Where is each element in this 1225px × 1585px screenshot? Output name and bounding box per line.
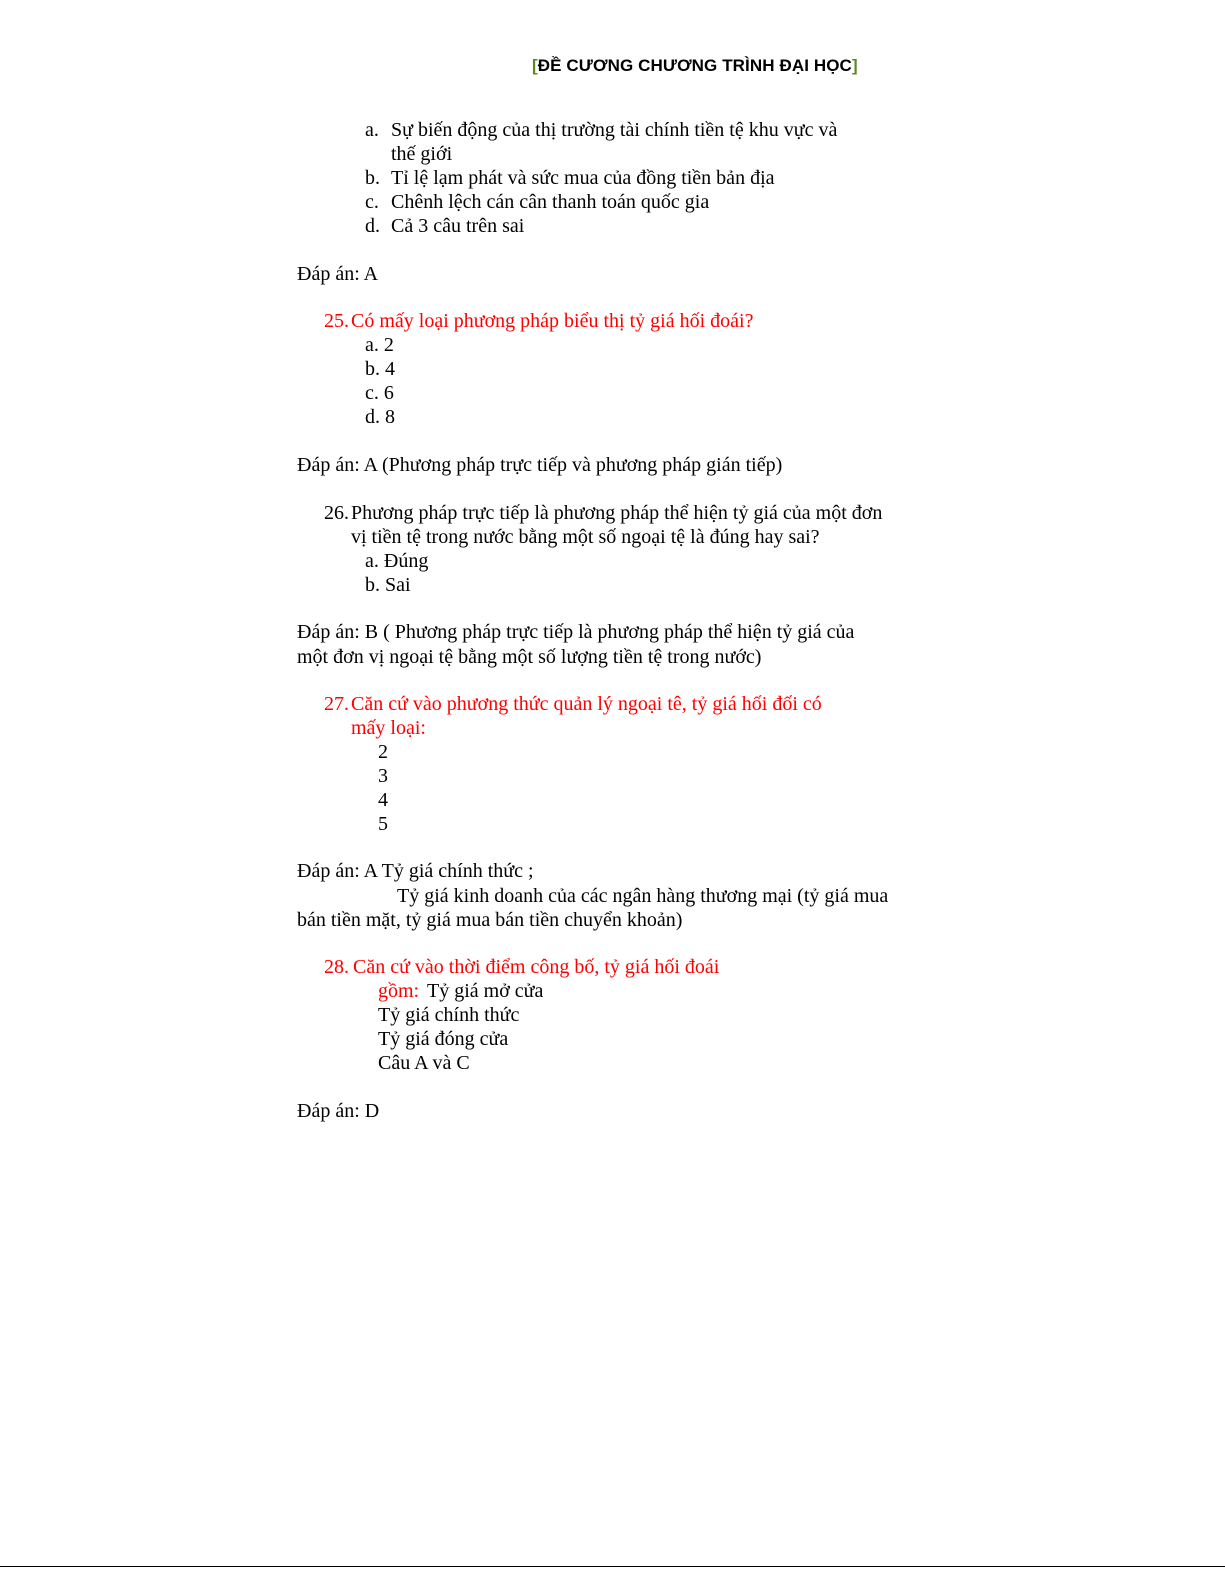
- q24-option-d-label: d.: [365, 215, 380, 237]
- q24-option-c-label: c.: [365, 191, 379, 213]
- q26-number: 26.: [324, 502, 349, 524]
- q27-option-1: 2: [378, 741, 388, 763]
- q24-option-b-text: Tỉ lệ lạm phát và sức mua của đồng tiền bản địa: [391, 167, 775, 189]
- q26-option-b: b. Sai: [365, 574, 411, 596]
- header-bracket-open: [: [532, 56, 538, 75]
- q28-answer: Đáp án: D: [297, 1100, 380, 1122]
- q26-question-line2: vị tiền tệ trong nước bằng một số ngoại tệ là đúng hay sai?: [351, 526, 820, 548]
- q25-question: Có mấy loại phương pháp biểu thị tỷ giá hối đoái?: [351, 310, 754, 332]
- q25-option-b: b. 4: [365, 358, 395, 380]
- q27-answer-line2: Tỷ giá kinh doanh của các ngân hàng thương mại (tỷ giá mua: [397, 885, 889, 907]
- q24-answer: Đáp án: A: [297, 263, 379, 285]
- q25-option-c: c. 6: [365, 382, 394, 404]
- q27-answer-line1: Đáp án: A Tỷ giá chính thức ;: [297, 860, 534, 882]
- q24-option-b-label: b.: [365, 167, 380, 189]
- page-bottom-divider: [0, 1566, 1225, 1567]
- q27-answer-line3: bán tiền mặt, tỷ giá mua bán tiền chuyển khoản): [297, 909, 683, 931]
- header-title: ĐỀ CƯƠNG CHƯƠNG TRÌNH ĐẠI HỌC: [537, 56, 852, 75]
- q28-question-line1: Căn cứ vào thời điểm công bố, tỷ giá hối đoái: [353, 956, 720, 978]
- q27-question-line1: Căn cứ vào phương thức quản lý ngoại tê, tỷ giá hối đối có: [351, 693, 822, 715]
- q27-option-2: 3: [378, 765, 388, 787]
- q24-option-d-text: Cả 3 câu trên sai: [391, 215, 525, 237]
- q27-option-3: 4: [378, 789, 388, 811]
- q24-option-c-text: Chênh lệch cán cân thanh toán quốc gia: [391, 191, 710, 213]
- q28-option-4: Câu A và C: [378, 1052, 470, 1074]
- page-header: [532, 56, 858, 76]
- q25-option-a: a. 2: [365, 334, 394, 356]
- q25-option-d: d. 8: [365, 406, 395, 428]
- q26-answer-line1: Đáp án: B ( Phương pháp trực tiếp là phương pháp thể hiện tỷ giá của: [297, 621, 855, 643]
- q27-number: 27.: [324, 693, 349, 715]
- q28-option-3: Tỷ giá đóng cửa: [378, 1028, 509, 1050]
- q25-answer: Đáp án: A (Phương pháp trực tiếp và phương pháp gián tiếp): [297, 454, 783, 476]
- q28-question-line2: gồm:: [378, 980, 420, 1002]
- q24-option-a-text: Sự biến động của thị trường tài chính tiền tệ khu vực và: [391, 119, 838, 141]
- q26-question-line1: Phương pháp trực tiếp là phương pháp thể hiện tỷ giá của một đơn: [351, 502, 883, 524]
- q28-option-2: Tỷ giá chính thức: [378, 1004, 520, 1026]
- q26-answer-line2: một đơn vị ngoại tệ bằng một số lượng tiền tệ trong nước): [297, 646, 762, 668]
- q24-option-a-text-cont: thế giới: [391, 143, 453, 165]
- q26-option-a: a. Đúng: [365, 550, 429, 572]
- q25-number: 25.: [324, 310, 349, 332]
- q27-option-4: 5: [378, 813, 388, 835]
- q28-number: 28.: [324, 956, 349, 978]
- header-bracket-close: ]: [851, 56, 858, 75]
- q24-option-a: a.: [365, 119, 379, 141]
- q28-option-1: Tỷ giá mở cửa: [427, 980, 544, 1002]
- q27-question-line2: mấy loại:: [351, 717, 426, 739]
